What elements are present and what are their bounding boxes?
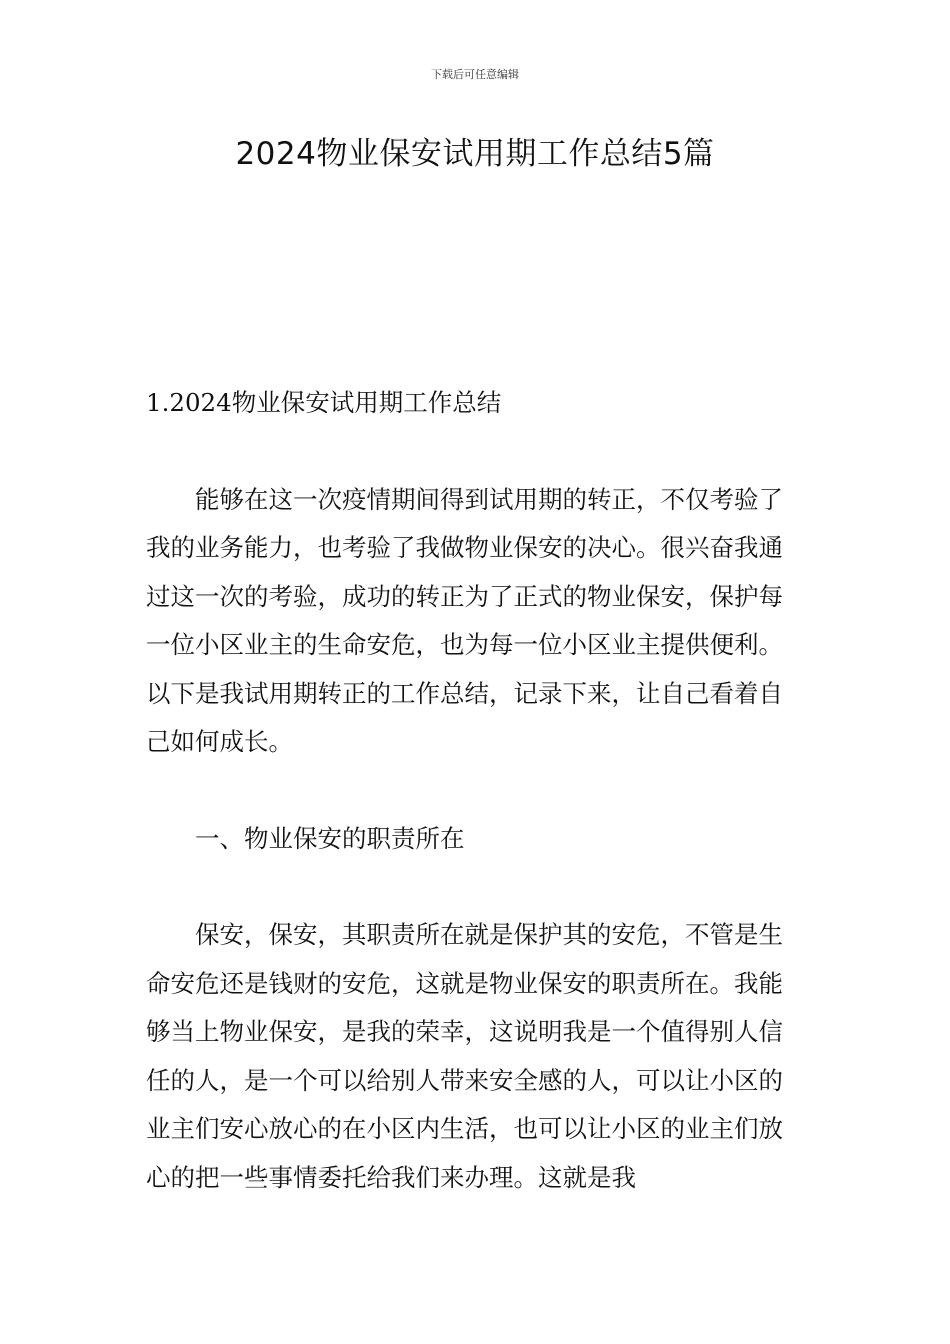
subheading-duties: 一、物业保安的职责所在 bbox=[195, 823, 465, 853]
header-note: 下载后可任意编辑 bbox=[431, 68, 519, 81]
document-title: 2024物业保安试用期工作总结5篇 bbox=[235, 136, 715, 172]
document-body bbox=[146, 379, 806, 1202]
paragraph-intro: 能够在这一次疫情期间得到试用期的转正，不仅考验了我的业务能力，也考验了我做物业保安的决心。很兴奋我通过这一次的考验，成功的转正为了正式的物业保安，保护每一位小区业主的生命安危，也为每一位小区业主提供便利。以下是我试用期转正的工作总结，记录下来，让自己看着自己如何成长。 bbox=[146, 484, 783, 756]
section-heading: 1.2024物业保安试用期工作总结 bbox=[146, 388, 502, 417]
paragraph-duties: 保安，保安，其职责所在就是保护其的安危，不管是生命安危还是钱财的安危，这就是物业保安的职责所在。我能够当上物业保安，是我的荣幸，这说明我是一个值得别人信任的人，是一个可以给别人带来安全感的人，可以让小区的业主们安心放心的在小区内生活，也可以让小区的业主们放心的把一些事情委托给我们来办理。这就是我 bbox=[146, 920, 783, 1192]
